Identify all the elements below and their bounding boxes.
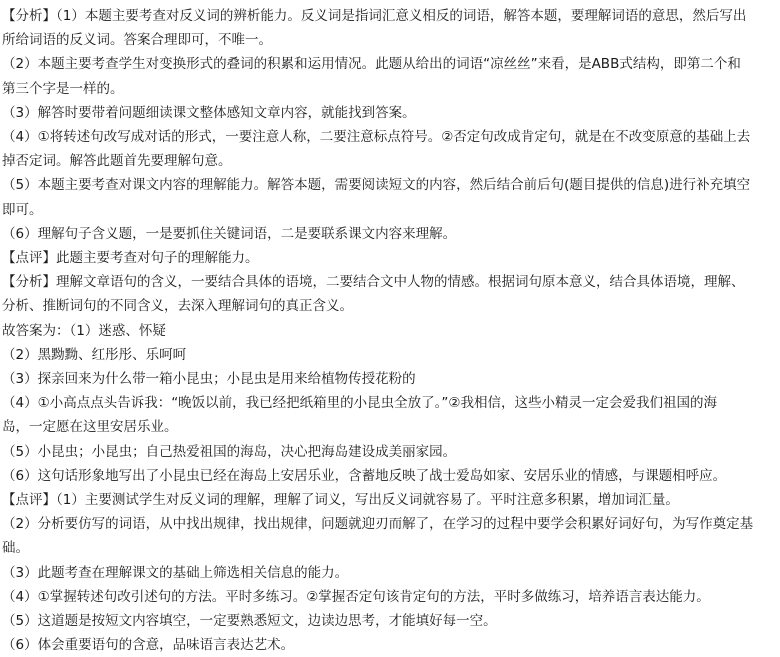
- answer-analysis-document: [2, 4, 778, 657]
- text-line: 岛，一定愿在这里安居乐业。: [2, 419, 178, 436]
- text-line: 【分析】（1）本题主要考查对反义词的辨析能力。反义词是指词汇意义相反的词语，解答本题，要理解词语的意思，然后写出: [2, 8, 747, 24]
- text-line: （2）分析要仿写的词语，从中找出规律，找出规律，问题就迎刃而解了，在学习的过程中要学会积累好词好句，为写作奠定基: [2, 516, 754, 533]
- text-line: 础。: [2, 540, 29, 557]
- text-line: 即可。: [2, 201, 43, 218]
- text-line: （4）①小高点点头告诉我：“晚饭以前，我已经把纸箱里的小昆虫全放了。”②我相信，这些小精灵一定会爱我们祖国的海: [2, 395, 718, 412]
- text-line: （5）这道题是按短文内容填空，一定要熟悉短文，边读边思考，才能填好每一空。: [2, 613, 497, 630]
- text-line: （4）①将转述句改写成对话的形式，一要注意人称，二要注意标点符号。②否定句改成肯定句，就是在不改变原意的基础上去: [2, 129, 751, 146]
- text-line: 掉否定词。解答此题首先要理解句意。: [2, 153, 232, 170]
- text-line: 分析、推断词句的不同含义，去深入理解词句的真正含义。: [2, 298, 353, 315]
- text-line: 故答案为：（1）迷惑、怀疑: [2, 322, 166, 339]
- text-line: （2）本题主要考查学生对变换形式的叠词的积累和运用情况。此题从给出的词语“凉丝丝”来看，是ABB式结构，即第二个和: [2, 56, 741, 73]
- text-line: （5）小昆虫；小昆虫；自己热爱祖国的海岛，决心把海岛建设成美丽家园。: [2, 443, 457, 460]
- text-line: （6）这句话形象地写出了小昆虫已经在海岛上安居乐业，含蓄地反映了战士爱岛如家、安居乐业的情感，与课题相呼应。: [2, 467, 727, 484]
- text-line: （6）体会重要语句的含意，品味语言表达艺术。: [2, 637, 295, 654]
- text-line: （6）理解句子含义题，一是要抓住关键词语，二是要联系课文内容来理解。: [2, 225, 457, 242]
- text-line: 【点评】（1）主要测试学生对反义词的理解，理解了词义，写出反义词就容易了。平时注意多积累，增加词汇量。: [2, 492, 679, 509]
- text-line: （3）解答时要带着问题细读课文整体感知文章内容，就能找到答案。: [2, 104, 416, 121]
- text-line: 所给词语的反义词。答案合理即可，不唯一。: [2, 32, 272, 49]
- text-line: 【点评】此题主要考查对句子的理解能力。: [2, 250, 259, 267]
- text-line: （4）①掌握转述句改引述句的方法。平时多练习。②掌握否定句该肯定句的方法，平时多做练习，培养语言表达能力。: [2, 588, 710, 605]
- text-line: 第三个字是一样的。: [2, 80, 124, 97]
- text-line: （3）探亲回来为什么带一箱小昆虫；小昆虫是用来给植物传授花粉的: [2, 371, 416, 388]
- text-line: （3）此题考查在理解课文的基础上筛选相关信息的能力。: [2, 564, 349, 581]
- text-line: （2）黑黝黝、红彤彤、乐呵呵: [2, 346, 187, 363]
- text-line: （5）本题主要考查对课文内容的理解能力。解答本题，需要阅读短文的内容，然后结合前后句(题目提供的信息)进行补充填空: [2, 177, 751, 194]
- text-line: 【分析】理解文章语句的含义，一要结合具体的语境，二要结合文中人物的情感。根据词句原本意义，结合具体语境，理解、: [2, 274, 745, 291]
